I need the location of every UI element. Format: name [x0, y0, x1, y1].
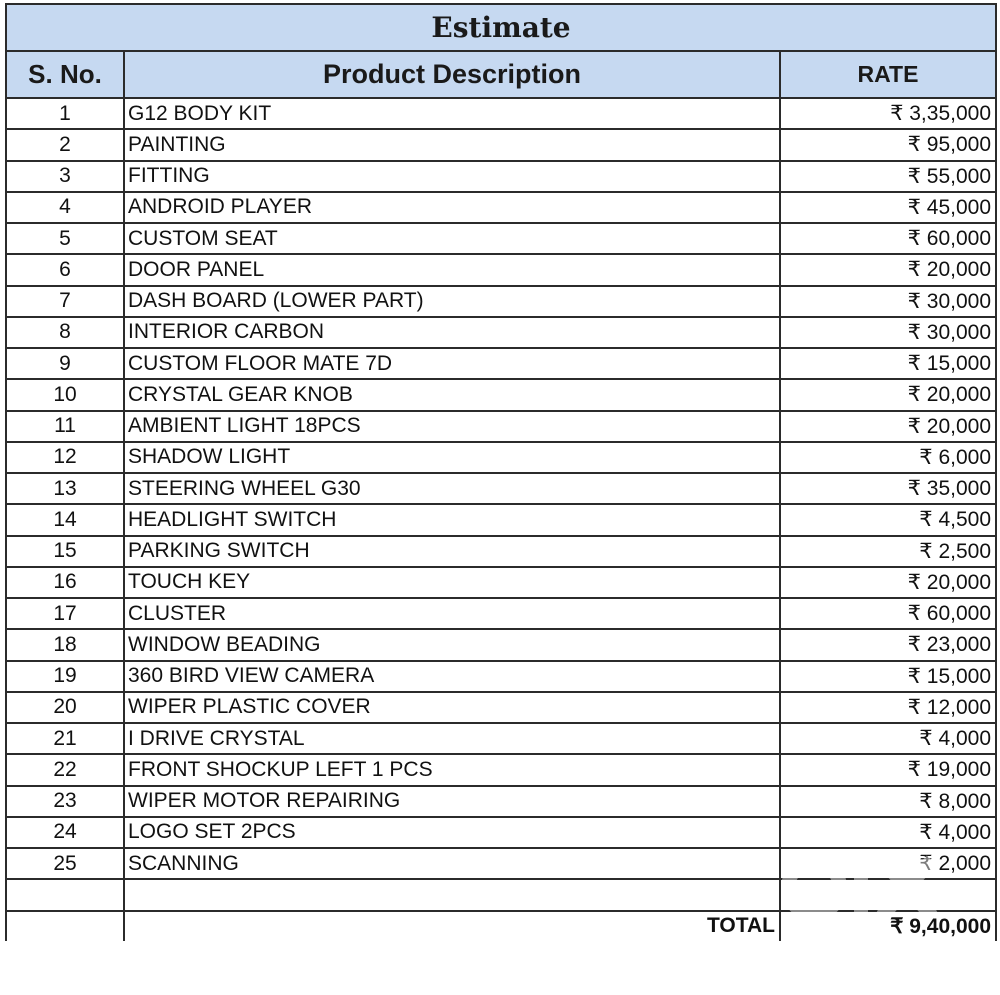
total-value: ₹ 9,40,000: [780, 911, 996, 941]
cell-rate: ₹ 12,000: [780, 692, 996, 723]
table-row: [6, 629, 996, 660]
cell-sno: 21: [6, 723, 124, 754]
cell-sno: 9: [6, 348, 124, 379]
cell-description: CUSTOM SEAT: [124, 223, 780, 254]
cell-rate: ₹ 60,000: [780, 223, 996, 254]
cell-sno: 18: [6, 629, 124, 660]
table-row: [6, 254, 996, 285]
cell-rate: ₹ 15,000: [780, 661, 996, 692]
cell-rate: ₹ 8,000: [780, 786, 996, 817]
cell-description: WIPER MOTOR REPAIRING: [124, 786, 780, 817]
cell-sno: 22: [6, 754, 124, 785]
cell-sno: 8: [6, 317, 124, 348]
column-header-sno: S. No.: [6, 51, 124, 98]
cell-sno: 15: [6, 536, 124, 567]
table-row: [6, 692, 996, 723]
cell-description: ANDROID PLAYER: [124, 192, 780, 223]
cell-rate: ₹ 95,000: [780, 129, 996, 160]
cell-description: INTERIOR CARBON: [124, 317, 780, 348]
cell-description: G12 BODY KIT: [124, 98, 780, 129]
cell-description: PAINTING: [124, 129, 780, 160]
table-row: [6, 286, 996, 317]
estimate-sheet: [5, 3, 995, 941]
cell-rate: ₹ 2,000: [780, 848, 996, 879]
estimate-table: [5, 3, 997, 941]
total-row: [6, 911, 996, 941]
cell-rate: ₹ 4,000: [780, 723, 996, 754]
table-row: [6, 192, 996, 223]
table-row: [6, 442, 996, 473]
cell-rate: ₹ 23,000: [780, 629, 996, 660]
cell-rate: ₹ 35,000: [780, 473, 996, 504]
table-row: [6, 536, 996, 567]
table-row: [6, 598, 996, 629]
cell-description: FRONT SHOCKUP LEFT 1 PCS: [124, 754, 780, 785]
cell-description: FITTING: [124, 161, 780, 192]
cell-description: 360 BIRD VIEW CAMERA: [124, 661, 780, 692]
cell-sno: 1: [6, 98, 124, 129]
table-row: [6, 723, 996, 754]
cell-sno: 14: [6, 504, 124, 535]
cell-rate: ₹ 60,000: [780, 598, 996, 629]
total-label: TOTAL: [124, 911, 780, 941]
cell-sno: 13: [6, 473, 124, 504]
table-row: [6, 661, 996, 692]
table-row: [6, 317, 996, 348]
table-row: [6, 786, 996, 817]
cell-description: DOOR PANEL: [124, 254, 780, 285]
table-row: [6, 223, 996, 254]
cell-description: LOGO SET 2PCS: [124, 817, 780, 848]
cell-description: I DRIVE CRYSTAL: [124, 723, 780, 754]
column-header-rate: RATE: [780, 51, 996, 98]
cell-description: DASH BOARD (LOWER PART): [124, 286, 780, 317]
table-row: [6, 754, 996, 785]
header-row: [6, 51, 996, 98]
cell-rate: ₹ 3,35,000: [780, 98, 996, 129]
cell-sno: 11: [6, 411, 124, 442]
cell-rate: ₹ 30,000: [780, 317, 996, 348]
table-row: [6, 848, 996, 879]
cell-description: WIPER PLASTIC COVER: [124, 692, 780, 723]
blank-cell: [6, 911, 124, 941]
cell-description: CRYSTAL GEAR KNOB: [124, 379, 780, 410]
table-row: [6, 567, 996, 598]
cell-description: WINDOW BEADING: [124, 629, 780, 660]
blank-cell: [6, 879, 124, 910]
cell-rate: ₹ 15,000: [780, 348, 996, 379]
title-row: [6, 4, 996, 51]
cell-rate: ₹ 4,500: [780, 504, 996, 535]
cell-description: SCANNING: [124, 848, 780, 879]
cell-sno: 17: [6, 598, 124, 629]
cell-sno: 19: [6, 661, 124, 692]
cell-description: STEERING WHEEL G30: [124, 473, 780, 504]
cell-sno: 23: [6, 786, 124, 817]
cell-sno: 24: [6, 817, 124, 848]
cell-rate: ₹ 19,000: [780, 754, 996, 785]
column-header-description: Product Description: [124, 51, 780, 98]
cell-description: SHADOW LIGHT: [124, 442, 780, 473]
cell-rate: ₹ 20,000: [780, 379, 996, 410]
cell-description: AMBIENT LIGHT 18PCS: [124, 411, 780, 442]
cell-rate: ₹ 2,500: [780, 536, 996, 567]
cell-sno: 6: [6, 254, 124, 285]
blank-cell: [124, 879, 780, 910]
cell-description: PARKING SWITCH: [124, 536, 780, 567]
cell-sno: 3: [6, 161, 124, 192]
cell-description: HEADLIGHT SWITCH: [124, 504, 780, 535]
cell-rate: ₹ 55,000: [780, 161, 996, 192]
table-row: [6, 161, 996, 192]
table-row: [6, 411, 996, 442]
cell-sno: 25: [6, 848, 124, 879]
cell-sno: 12: [6, 442, 124, 473]
cell-rate: ₹ 45,000: [780, 192, 996, 223]
table-row: [6, 473, 996, 504]
table-row: [6, 348, 996, 379]
cell-description: CLUSTER: [124, 598, 780, 629]
table-row: [6, 379, 996, 410]
blank-row: [6, 879, 996, 910]
table-row: [6, 817, 996, 848]
cell-sno: 4: [6, 192, 124, 223]
blank-cell: [780, 879, 996, 910]
table-row: [6, 98, 996, 129]
cell-sno: 2: [6, 129, 124, 160]
cell-rate: ₹ 20,000: [780, 411, 996, 442]
cell-rate: ₹ 20,000: [780, 254, 996, 285]
table-row: [6, 504, 996, 535]
cell-sno: 5: [6, 223, 124, 254]
cell-rate: ₹ 6,000: [780, 442, 996, 473]
cell-sno: 20: [6, 692, 124, 723]
cell-sno: 10: [6, 379, 124, 410]
cell-description: TOUCH KEY: [124, 567, 780, 598]
cell-sno: 16: [6, 567, 124, 598]
cell-rate: ₹ 4,000: [780, 817, 996, 848]
cell-rate: ₹ 20,000: [780, 567, 996, 598]
page-title: Estimate: [6, 4, 996, 51]
cell-rate: ₹ 30,000: [780, 286, 996, 317]
cell-sno: 7: [6, 286, 124, 317]
cell-description: CUSTOM FLOOR MATE 7D: [124, 348, 780, 379]
table-row: [6, 129, 996, 160]
